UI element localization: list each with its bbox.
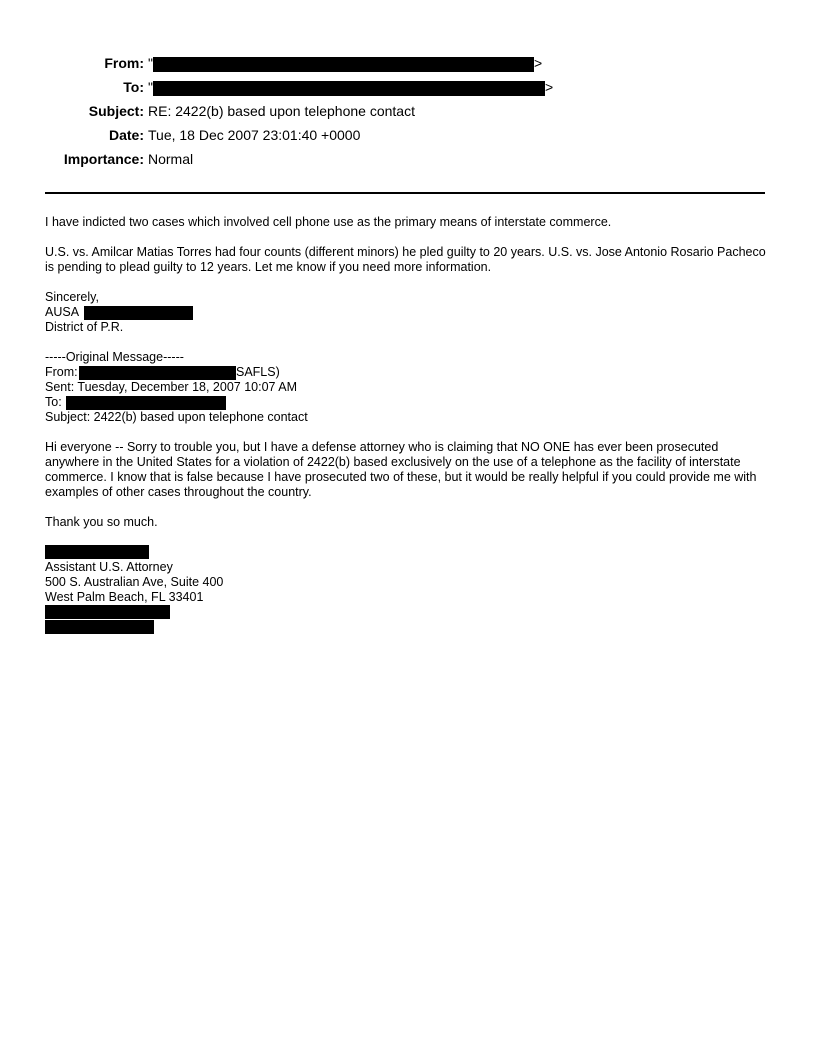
original-from-redaction [79, 366, 236, 380]
to-quote: " [148, 79, 153, 95]
original-to-label: To: [45, 395, 62, 409]
reply-name-redaction [84, 306, 193, 320]
header-from-row [0, 53, 816, 73]
signature-title: Assistant U.S. Attorney [45, 560, 173, 574]
to-bracket: > [544, 79, 554, 95]
header-to-row [0, 77, 816, 97]
date-value: Tue, 18 Dec 2007 23:01:40 +0000 [148, 127, 361, 143]
importance-value: Normal [148, 151, 194, 167]
signature-address: 500 S. Australian Ave, Suite 400 [45, 575, 224, 589]
from-redaction [153, 57, 534, 72]
original-subject: Subject: 2422(b) based upon telephone contact [45, 410, 308, 424]
from-value [148, 53, 542, 73]
reply-paragraph-1: I have indicted two cases which involved cell phone use as the primary means of interstate commerce. [45, 215, 612, 229]
subject-value: RE: 2422(b) based upon telephone contact [148, 103, 415, 119]
to-value [148, 77, 553, 97]
signature-city: West Palm Beach, FL 33401 [45, 590, 204, 604]
header-subject-row [0, 101, 816, 121]
date-label: Date: [108, 127, 144, 143]
to-redaction [153, 81, 545, 96]
reply-closing: Sincerely, [45, 290, 99, 304]
original-from-suffix: SAFLS) [236, 365, 280, 379]
original-thanks: Thank you so much. [45, 515, 158, 529]
original-paragraph-1: Hi everyone -- Sorry to trouble you, but I have a defense attorney who is claiming that NO ONE has ever been prosecuted anywhere in the United States for a violation of 2422(b) based exclusively on the use of a telephone as the facility of interstate commerce. I know that is false because I have prosecuted two of these, but it would be really helpful if you could provide me with examples of other cases throughout the country. [45, 440, 757, 499]
to-label: To: [123, 79, 144, 95]
signature-name-redaction [45, 545, 149, 559]
reply-district: District of P.R. [45, 320, 124, 334]
signature-contact-redaction-2 [45, 620, 154, 634]
header-date-row [0, 125, 816, 145]
from-bracket: > [533, 55, 543, 71]
original-to-redaction [66, 396, 226, 410]
original-separator: -----Original Message----- [45, 350, 184, 364]
importance-label: Importance: [63, 151, 144, 167]
from-quote: " [148, 55, 153, 71]
signature-contact-redaction-1 [45, 605, 170, 619]
reply-paragraph-2: U.S. vs. Amilcar Matias Torres had four counts (different minors) he pled guilty to 20 years. U.S. vs. Jose Antonio Rosario Pacheco is pending to plead guilty to 12 years. Let me know if you need more information. [45, 245, 766, 274]
original-from-label: From: [45, 365, 78, 379]
reply-title-prefix: AUSA [45, 305, 80, 319]
header-divider [45, 192, 765, 194]
from-label: From: [104, 55, 144, 71]
original-sent: Sent: Tuesday, December 18, 2007 10:07 AM [45, 380, 298, 394]
header-importance-row [0, 149, 816, 169]
subject-label: Subject: [88, 103, 144, 119]
